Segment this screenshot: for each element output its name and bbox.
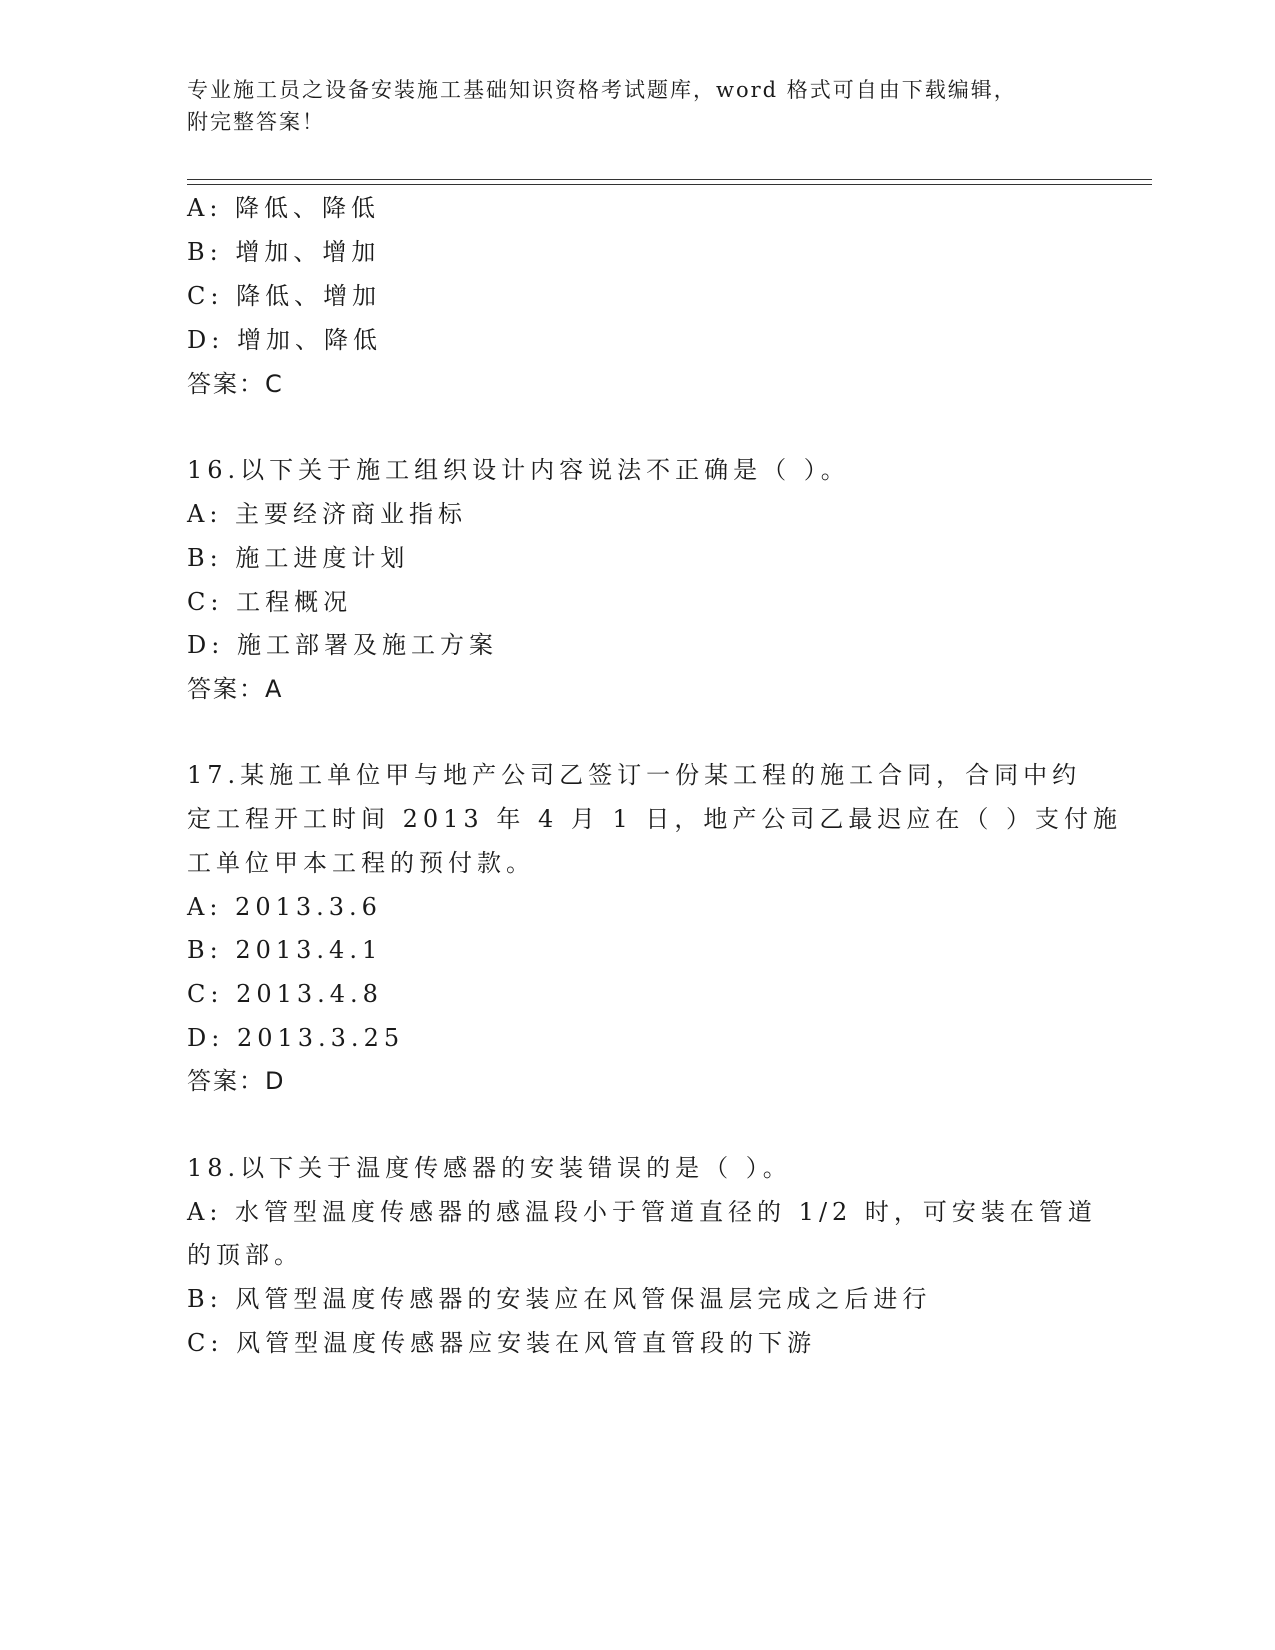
q16-option-a: A: 主要经济商业指标 (187, 500, 468, 528)
document-header (187, 74, 1067, 138)
header-divider-bottom (187, 184, 1152, 185)
header-line-1: 专业施工员之设备安装施工基础知识资格考试题库，word 格式可自由下载编辑， (187, 78, 1017, 102)
q18-option-a-line-1: A: 水管型温度传感器的感温段小于管道直径的 1/2 时，可安装在管道 (187, 1198, 1097, 1226)
q15-option-b: B: 增加、增加 (187, 238, 381, 266)
q15-option-a: A: 降低、降低 (187, 194, 381, 222)
q18-option-c: C: 风管型温度传感器应安装在风管直管段的下游 (187, 1329, 817, 1357)
q17-stem-line-3: 工单位甲本工程的预付款。 (187, 849, 535, 877)
q17-stem-line-2: 定工程开工时间 2013 年 4 月 1 日，地产公司乙最迟应在（ ）支付施 (187, 805, 1123, 833)
q17-stem-line-1: 17.某施工单位甲与地产公司乙签订一份某工程的施工合同，合同中约 (187, 761, 1082, 789)
q17-option-d: D: 2013.3.25 (187, 1024, 405, 1052)
q17-option-a: A: 2013.3.6 (187, 893, 382, 921)
q17-answer: 答案：D (187, 1067, 286, 1095)
header-line-2: 附完整答案！ (187, 110, 325, 134)
q16-stem: 16.以下关于施工组织设计内容说法不正确是（ ）。 (187, 456, 850, 484)
q18-option-b: B: 风管型温度传感器的安装应在风管保温层完成之后进行 (187, 1285, 932, 1313)
q16-answer: 答案：A (187, 675, 284, 703)
q18-option-a-line-2: 的顶部。 (187, 1241, 303, 1269)
q16-option-b: B: 施工进度计划 (187, 544, 410, 572)
q18-stem: 18.以下关于温度传感器的安装错误的是（ ）。 (187, 1154, 792, 1182)
q17-option-c: C: 2013.4.8 (187, 980, 383, 1008)
q17-option-b: B: 2013.4.1 (187, 936, 383, 964)
q15-answer: 答案：C (187, 370, 284, 398)
q16-option-c: C: 工程概况 (187, 588, 353, 616)
header-divider-top (187, 179, 1152, 180)
q16-option-d: D: 施工部署及施工方案 (187, 631, 498, 659)
q15-option-c: C: 降低、增加 (187, 282, 382, 310)
q15-option-d: D: 增加、降低 (187, 326, 382, 354)
